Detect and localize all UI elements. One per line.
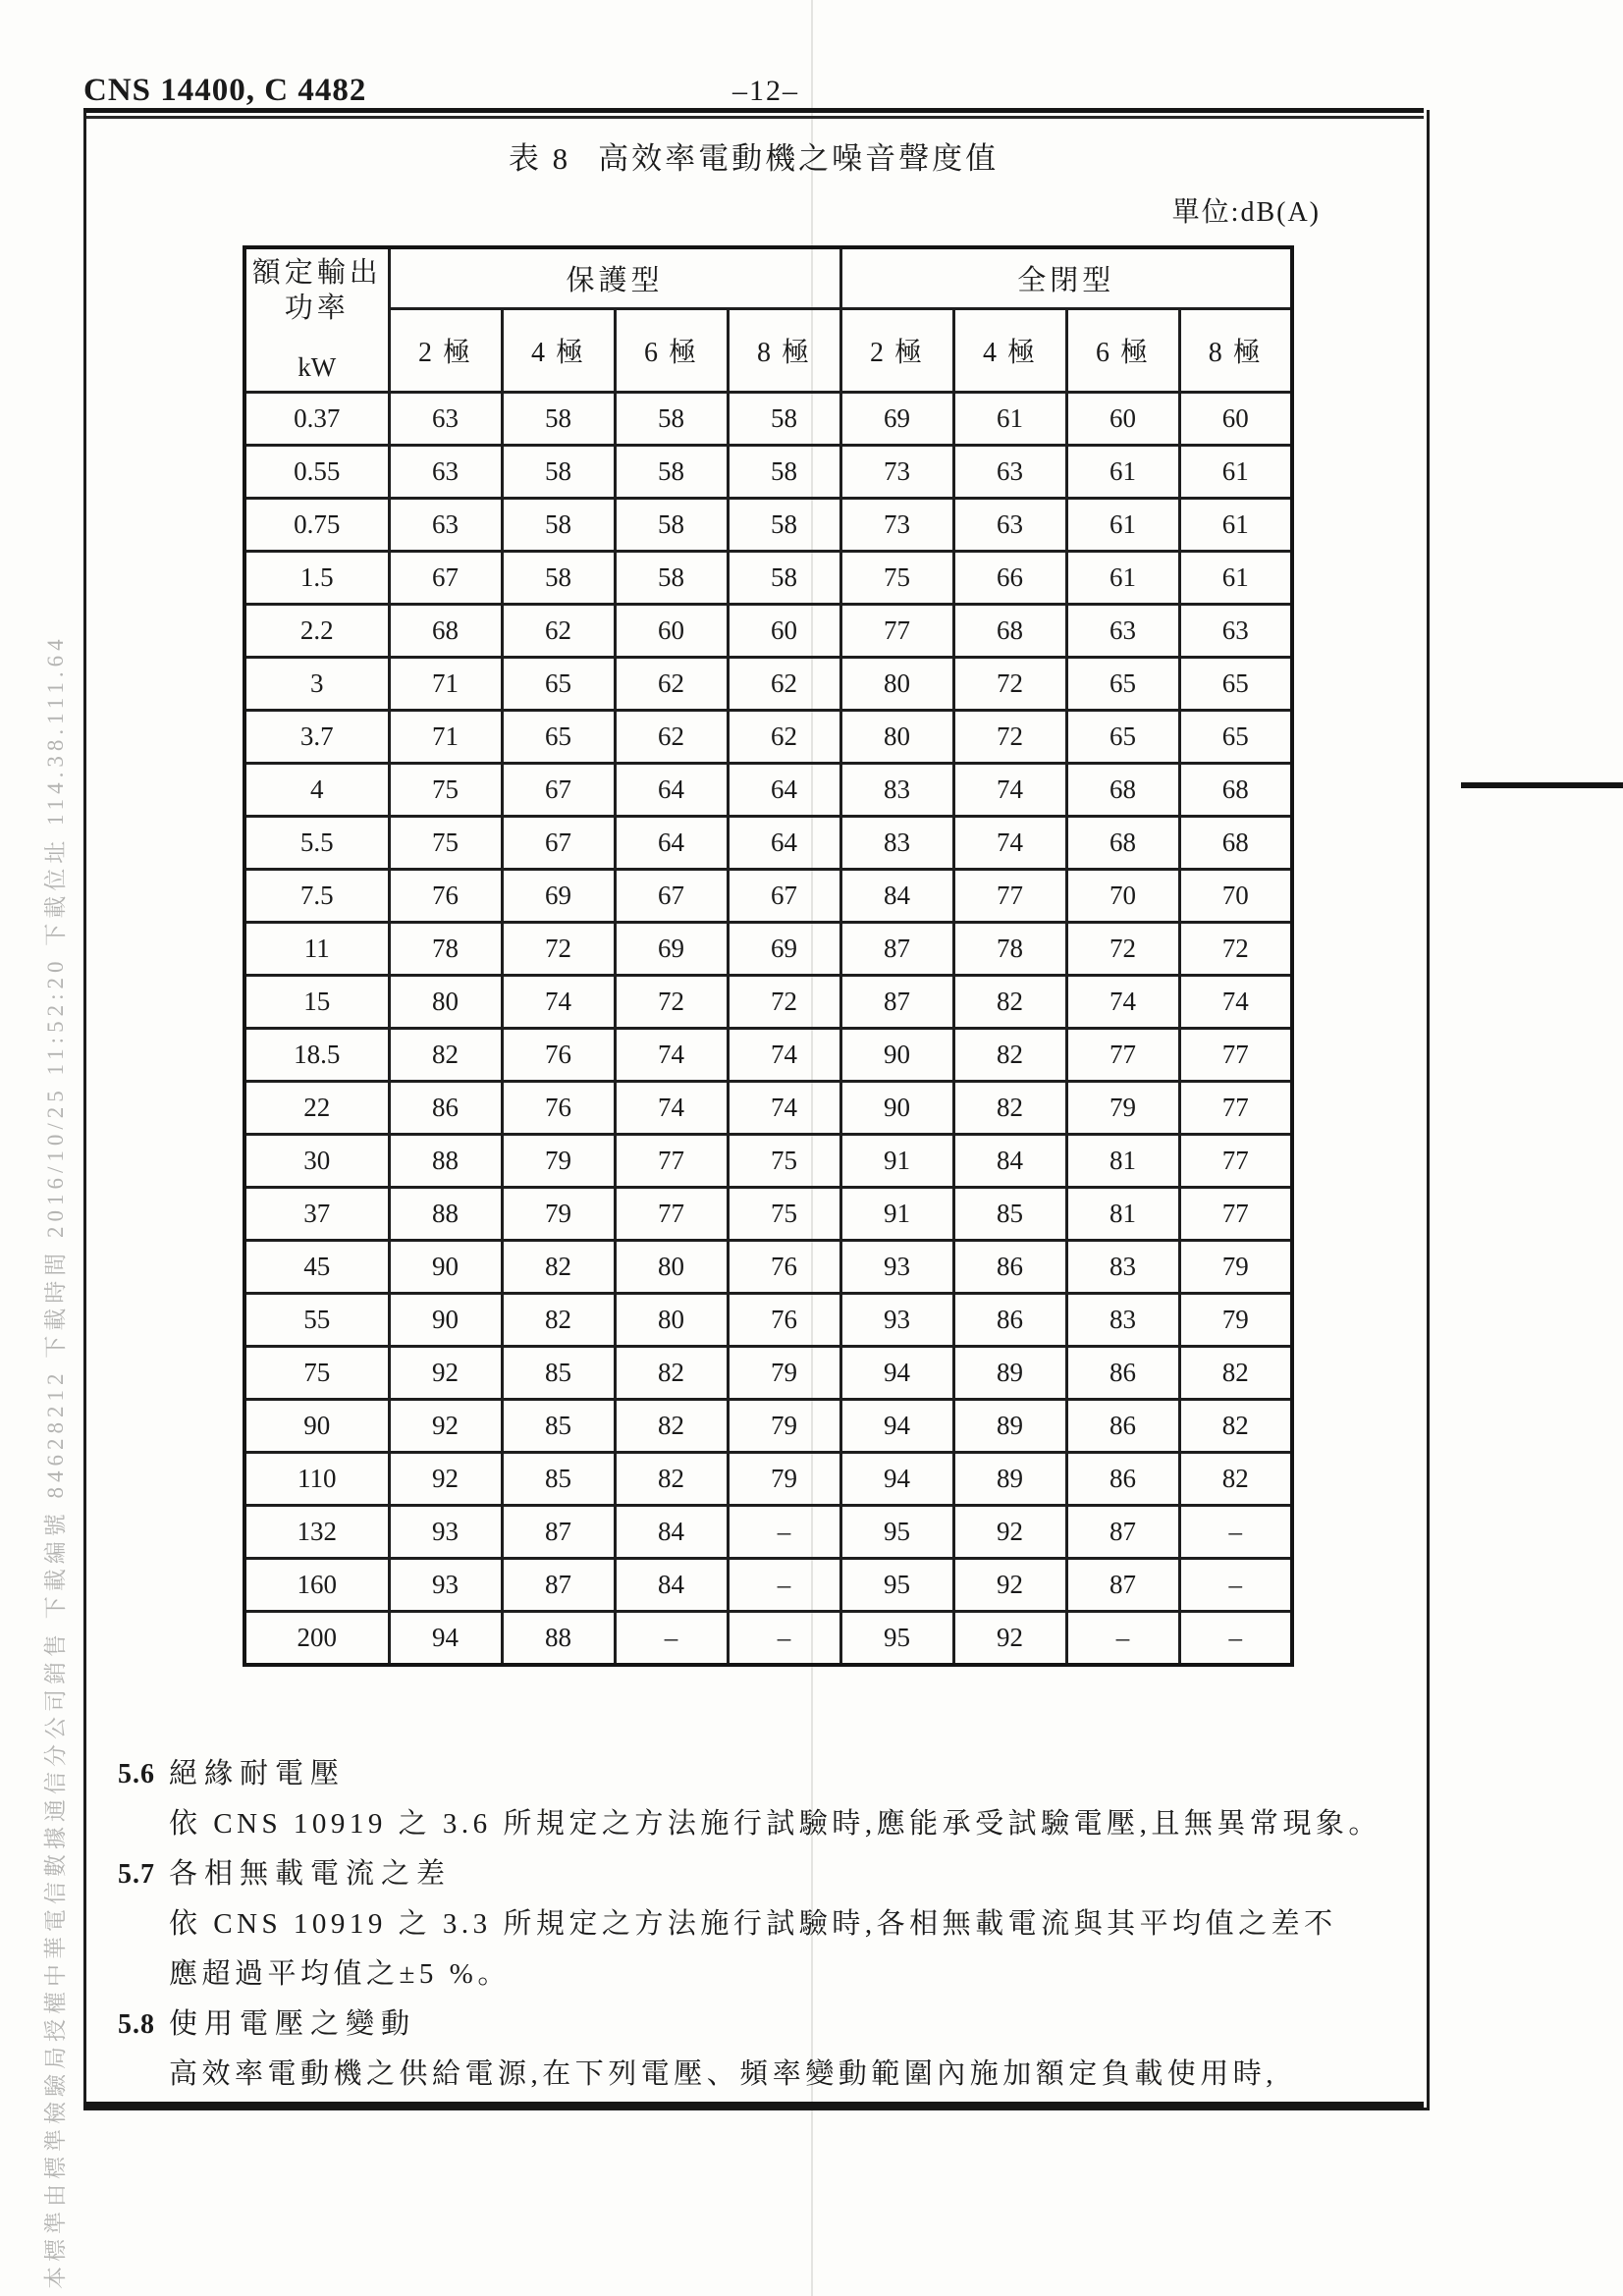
section-body-text: 依 CNS 10919 之 3.3 所規定之方法施行試驗時,各相無載電流與其平均值之差不 <box>169 1908 1337 1940</box>
noise-value-cell: – <box>728 1506 840 1559</box>
noise-value-cell: 61 <box>1179 499 1292 552</box>
section-heading-5-8 <box>118 2002 1335 2040</box>
noise-value-cell: 91 <box>840 1135 953 1188</box>
table-pole-header-row <box>244 309 1292 393</box>
noise-value-cell: 72 <box>953 711 1066 764</box>
table-row <box>244 1188 1292 1241</box>
noise-value-cell: 58 <box>615 393 728 446</box>
noise-value-cell: 79 <box>1179 1294 1292 1347</box>
noise-value-cell: 85 <box>953 1188 1066 1241</box>
noise-value-cell: 60 <box>1066 393 1179 446</box>
noise-value-cell: 82 <box>953 1082 1066 1135</box>
section-body-text: 應超過平均值之±5 %。 <box>169 1958 511 1990</box>
noise-value-cell: 75 <box>728 1188 840 1241</box>
page-number: –12– <box>732 75 799 107</box>
frame-bottom-rule <box>83 2102 1424 2109</box>
table-row <box>244 1029 1292 1082</box>
noise-value-cell: 58 <box>502 499 615 552</box>
noise-value-cell: 77 <box>953 870 1066 923</box>
noise-value-cell: 87 <box>840 923 953 976</box>
section-title: 使用電壓之變動 <box>169 2008 417 2040</box>
kw-cell: 45 <box>244 1241 389 1294</box>
noise-value-cell: 63 <box>1066 605 1179 658</box>
noise-value-cell: 86 <box>1066 1400 1179 1453</box>
noise-value-cell: 86 <box>953 1241 1066 1294</box>
noise-value-cell: 58 <box>728 393 840 446</box>
noise-value-cell: 87 <box>1066 1506 1179 1559</box>
noise-value-cell: 58 <box>502 393 615 446</box>
noise-value-cell: 68 <box>1179 764 1292 817</box>
noise-value-cell: 74 <box>502 976 615 1029</box>
noise-value-cell: 74 <box>728 1082 840 1135</box>
table-row <box>244 1347 1292 1400</box>
section-body-text: 高效率電動機之供給電源,在下列電壓、頻率變動範圍內施加額定負載使用時, <box>169 2058 1278 2090</box>
kw-cell: 55 <box>244 1294 389 1347</box>
noise-value-cell: 92 <box>953 1506 1066 1559</box>
noise-value-cell: 70 <box>1066 870 1179 923</box>
section-heading-5-7 <box>118 1851 1335 1890</box>
table-row <box>244 1612 1292 1666</box>
table-caption-number: 表 8 <box>508 141 571 176</box>
table-row <box>244 393 1292 446</box>
noise-value-cell: 92 <box>953 1559 1066 1612</box>
table-row <box>244 870 1292 923</box>
pole-header: 6 極 <box>1066 309 1179 393</box>
noise-value-cell: 88 <box>389 1188 502 1241</box>
kw-cell: 75 <box>244 1347 389 1400</box>
noise-value-cell: 89 <box>953 1347 1066 1400</box>
noise-value-cell: 81 <box>1066 1188 1179 1241</box>
section-number: 5.8 <box>118 2009 155 2040</box>
noise-value-cell: 75 <box>840 552 953 605</box>
noise-value-cell: 72 <box>728 976 840 1029</box>
noise-value-cell: 84 <box>953 1135 1066 1188</box>
noise-value-cell: 93 <box>840 1294 953 1347</box>
noise-value-cell: 79 <box>728 1400 840 1453</box>
table-row <box>244 446 1292 499</box>
noise-value-cell: 64 <box>728 764 840 817</box>
noise-value-cell: 61 <box>1179 446 1292 499</box>
noise-value-cell: 83 <box>840 764 953 817</box>
table-caption <box>83 133 1424 178</box>
noise-value-cell: 67 <box>502 764 615 817</box>
noise-value-cell: 77 <box>1179 1188 1292 1241</box>
kw-cell: 11 <box>244 923 389 976</box>
noise-value-cell: 86 <box>1066 1453 1179 1506</box>
noise-value-cell: 87 <box>1066 1559 1179 1612</box>
noise-value-cell: 76 <box>728 1241 840 1294</box>
noise-value-cell: 68 <box>953 605 1066 658</box>
section-number: 5.6 <box>118 1759 155 1789</box>
noise-value-cell: 81 <box>1066 1135 1179 1188</box>
noise-value-cell: 76 <box>389 870 502 923</box>
noise-value-cell: 79 <box>728 1347 840 1400</box>
noise-value-cell: 87 <box>502 1506 615 1559</box>
noise-value-cell: 69 <box>840 393 953 446</box>
noise-value-cell: 74 <box>615 1029 728 1082</box>
noise-value-cell: 90 <box>389 1294 502 1347</box>
noise-value-cell: 58 <box>502 552 615 605</box>
kw-cell: 30 <box>244 1135 389 1188</box>
noise-value-cell: 72 <box>1066 923 1179 976</box>
noise-value-cell: 65 <box>502 711 615 764</box>
table-group-header-row <box>244 247 1292 309</box>
noise-value-cell: 74 <box>615 1082 728 1135</box>
noise-value-cell: 65 <box>1179 711 1292 764</box>
table-caption-title: 高效率電動機之噪音聲度值 <box>598 141 1000 176</box>
noise-value-cell: 77 <box>1179 1135 1292 1188</box>
noise-value-cell: 62 <box>615 658 728 711</box>
noise-value-cell: 72 <box>953 658 1066 711</box>
rated-output-header-cell <box>244 247 389 393</box>
noise-value-cell: 82 <box>502 1241 615 1294</box>
kw-cell: 132 <box>244 1506 389 1559</box>
noise-value-cell: 63 <box>389 446 502 499</box>
noise-value-cell: 69 <box>502 870 615 923</box>
noise-value-cell: 74 <box>953 764 1066 817</box>
noise-value-cell: 71 <box>389 711 502 764</box>
right-edge-scan-mark <box>1461 782 1623 788</box>
noise-value-cell: 72 <box>1179 923 1292 976</box>
noise-value-cell: 62 <box>502 605 615 658</box>
noise-value-cell: – <box>1179 1559 1292 1612</box>
noise-value-cell: – <box>1179 1506 1292 1559</box>
noise-value-cell: 74 <box>953 817 1066 870</box>
kw-cell: 0.37 <box>244 393 389 446</box>
noise-value-cell: 84 <box>840 870 953 923</box>
noise-value-cell: 93 <box>389 1559 502 1612</box>
noise-value-cell: 86 <box>1066 1347 1179 1400</box>
noise-value-cell: 82 <box>1179 1453 1292 1506</box>
table-body <box>244 393 1292 1666</box>
noise-value-cell: 68 <box>1066 817 1179 870</box>
noise-value-cell: 82 <box>615 1347 728 1400</box>
noise-value-cell: 74 <box>1179 976 1292 1029</box>
noise-value-cell: 77 <box>1179 1082 1292 1135</box>
noise-value-cell: 92 <box>389 1400 502 1453</box>
noise-value-cell: 82 <box>502 1294 615 1347</box>
noise-value-cell: 58 <box>615 499 728 552</box>
pole-header: 4 極 <box>953 309 1066 393</box>
noise-value-cell: 77 <box>615 1135 728 1188</box>
noise-value-cell: 91 <box>840 1188 953 1241</box>
noise-value-cell: 85 <box>502 1400 615 1453</box>
table-row <box>244 1082 1292 1135</box>
noise-value-cell: 86 <box>953 1294 1066 1347</box>
noise-value-cell: 68 <box>1066 764 1179 817</box>
table-row <box>244 1506 1292 1559</box>
noise-value-cell: 83 <box>1066 1294 1179 1347</box>
noise-value-cell: 62 <box>615 711 728 764</box>
noise-value-cell: 92 <box>389 1347 502 1400</box>
noise-value-cell: 76 <box>502 1082 615 1135</box>
noise-value-cell: – <box>728 1612 840 1666</box>
noise-value-cell: 82 <box>615 1453 728 1506</box>
noise-value-cell: 82 <box>1179 1347 1292 1400</box>
noise-value-cell: 79 <box>502 1135 615 1188</box>
group-header-protected: 保護型 <box>389 247 840 309</box>
section-title: 絕緣耐電壓 <box>169 1758 347 1789</box>
noise-value-cell: 63 <box>953 446 1066 499</box>
section-number: 5.7 <box>118 1859 155 1890</box>
noise-value-cell: 87 <box>502 1559 615 1612</box>
kw-cell: 15 <box>244 976 389 1029</box>
noise-value-cell: 83 <box>1066 1241 1179 1294</box>
noise-value-cell: 68 <box>1179 817 1292 870</box>
table-row <box>244 499 1292 552</box>
left-watermark-text: 本標準由標準檢驗局授權中華電信數據通信分公司銷售 下載編號 84628212 下載時間 2016/10/25 11:52:20 下載位址 114.38.111.64 <box>43 634 68 2289</box>
kw-cell: 3 <box>244 658 389 711</box>
noise-value-cell: 72 <box>502 923 615 976</box>
noise-value-cell: 65 <box>502 658 615 711</box>
noise-value-cell: 61 <box>953 393 1066 446</box>
noise-value-cell: 68 <box>389 605 502 658</box>
rated-output-unit: kW <box>298 352 337 383</box>
table-row <box>244 923 1292 976</box>
noise-value-cell: 69 <box>615 923 728 976</box>
noise-value-cell: 74 <box>1066 976 1179 1029</box>
unit-label: 單位:dB(A) <box>1171 197 1321 228</box>
pole-header: 8 極 <box>728 309 840 393</box>
noise-value-cell: 60 <box>728 605 840 658</box>
clauses <box>118 1751 1381 2102</box>
noise-value-cell: 75 <box>389 817 502 870</box>
kw-cell: 37 <box>244 1188 389 1241</box>
noise-level-table <box>243 245 1294 1667</box>
table-row <box>244 976 1292 1029</box>
noise-value-cell: 77 <box>615 1188 728 1241</box>
section-body-text: 依 CNS 10919 之 3.6 所規定之方法施行試驗時,應能承受試驗電壓,且無異常現象。 <box>169 1808 1381 1840</box>
noise-value-cell: 76 <box>728 1294 840 1347</box>
pole-header: 8 極 <box>1179 309 1292 393</box>
table-row <box>244 605 1292 658</box>
noise-value-cell: 94 <box>389 1612 502 1666</box>
noise-value-cell: 80 <box>389 976 502 1029</box>
document-code: CNS 14400, C 4482 <box>83 73 367 108</box>
noise-value-cell: 67 <box>615 870 728 923</box>
noise-value-cell: 67 <box>389 552 502 605</box>
noise-value-cell: 67 <box>502 817 615 870</box>
noise-value-cell: 83 <box>840 817 953 870</box>
noise-value-cell: 60 <box>615 605 728 658</box>
noise-value-cell: 84 <box>615 1506 728 1559</box>
noise-value-cell: 79 <box>1066 1082 1179 1135</box>
noise-value-cell: 61 <box>1179 552 1292 605</box>
noise-value-cell: – <box>615 1612 728 1666</box>
noise-value-cell: 90 <box>840 1029 953 1082</box>
noise-value-cell: 61 <box>1066 552 1179 605</box>
noise-value-cell: 95 <box>840 1506 953 1559</box>
table-row <box>244 1453 1292 1506</box>
noise-value-cell: 58 <box>615 446 728 499</box>
noise-value-cell: 92 <box>953 1612 1066 1666</box>
noise-value-cell: 71 <box>389 658 502 711</box>
kw-cell: 2.2 <box>244 605 389 658</box>
table-row <box>244 1559 1292 1612</box>
noise-value-cell: 88 <box>389 1135 502 1188</box>
noise-value-cell: 63 <box>389 499 502 552</box>
noise-value-cell: 65 <box>1066 711 1179 764</box>
noise-value-cell: 65 <box>1066 658 1179 711</box>
noise-value-cell: 67 <box>728 870 840 923</box>
noise-value-cell: 78 <box>953 923 1066 976</box>
noise-value-cell: 82 <box>1179 1400 1292 1453</box>
noise-value-cell: 69 <box>728 923 840 976</box>
noise-value-cell: 60 <box>1179 393 1292 446</box>
noise-value-cell: 88 <box>502 1612 615 1666</box>
noise-value-cell: 66 <box>953 552 1066 605</box>
noise-value-cell: 80 <box>840 711 953 764</box>
pole-header: 4 極 <box>502 309 615 393</box>
noise-value-cell: 82 <box>615 1400 728 1453</box>
noise-value-cell: 84 <box>615 1559 728 1612</box>
section-heading-5-6 <box>118 1751 1335 1787</box>
noise-value-cell: 58 <box>502 446 615 499</box>
kw-cell: 18.5 <box>244 1029 389 1082</box>
noise-value-cell: 75 <box>728 1135 840 1188</box>
noise-value-cell: 77 <box>840 605 953 658</box>
kw-cell: 5.5 <box>244 817 389 870</box>
noise-value-cell: 82 <box>953 976 1066 1029</box>
noise-value-cell: 70 <box>1179 870 1292 923</box>
noise-value-cell: 64 <box>615 817 728 870</box>
noise-value-cell: 79 <box>728 1453 840 1506</box>
noise-value-cell: 61 <box>1066 499 1179 552</box>
kw-cell: 110 <box>244 1453 389 1506</box>
noise-value-cell: 61 <box>1066 446 1179 499</box>
noise-value-cell: 79 <box>502 1188 615 1241</box>
noise-value-cell: 77 <box>1066 1029 1179 1082</box>
noise-value-cell: 73 <box>840 446 953 499</box>
table-row <box>244 817 1292 870</box>
noise-value-cell: – <box>728 1559 840 1612</box>
noise-value-cell: 64 <box>615 764 728 817</box>
noise-value-cell: 82 <box>389 1029 502 1082</box>
noise-value-cell: 90 <box>840 1082 953 1135</box>
kw-cell: 7.5 <box>244 870 389 923</box>
noise-value-cell: 74 <box>728 1029 840 1082</box>
kw-cell: 90 <box>244 1400 389 1453</box>
noise-value-cell: 95 <box>840 1559 953 1612</box>
noise-value-cell: 89 <box>953 1453 1066 1506</box>
noise-value-cell: 76 <box>502 1029 615 1082</box>
section-title: 各相無載電流之差 <box>169 1858 453 1890</box>
noise-value-cell: 58 <box>728 499 840 552</box>
noise-value-cell: 62 <box>728 658 840 711</box>
noise-value-cell: 65 <box>1179 658 1292 711</box>
noise-value-cell: 89 <box>953 1400 1066 1453</box>
noise-value-cell: 95 <box>840 1612 953 1666</box>
noise-value-cell: 63 <box>1179 605 1292 658</box>
noise-value-cell: 85 <box>502 1453 615 1506</box>
rated-output-line2: 功率 <box>284 293 350 325</box>
pole-header: 2 極 <box>840 309 953 393</box>
noise-value-cell: – <box>1066 1612 1179 1666</box>
kw-cell: 0.55 <box>244 446 389 499</box>
noise-value-cell: 87 <box>840 976 953 1029</box>
noise-value-cell: 90 <box>389 1241 502 1294</box>
noise-value-cell: 72 <box>615 976 728 1029</box>
noise-value-cell: 73 <box>840 499 953 552</box>
noise-value-cell: 78 <box>389 923 502 976</box>
noise-value-cell: 58 <box>615 552 728 605</box>
noise-value-cell: – <box>1179 1612 1292 1666</box>
kw-cell: 1.5 <box>244 552 389 605</box>
kw-cell: 4 <box>244 764 389 817</box>
table-row <box>244 1135 1292 1188</box>
kw-cell: 160 <box>244 1559 389 1612</box>
group-header-enclosed: 全閉型 <box>840 247 1292 309</box>
noise-value-cell: 62 <box>728 711 840 764</box>
pole-header: 6 極 <box>615 309 728 393</box>
kw-cell: 3.7 <box>244 711 389 764</box>
table-row <box>244 764 1292 817</box>
noise-value-cell: 93 <box>840 1241 953 1294</box>
noise-value-cell: 94 <box>840 1400 953 1453</box>
table-row <box>244 1400 1292 1453</box>
table-row <box>244 711 1292 764</box>
noise-value-cell: 58 <box>728 552 840 605</box>
kw-cell: 0.75 <box>244 499 389 552</box>
noise-value-cell: 63 <box>953 499 1066 552</box>
table-row <box>244 1241 1292 1294</box>
noise-value-cell: 77 <box>1179 1029 1292 1082</box>
kw-cell: 22 <box>244 1082 389 1135</box>
noise-value-cell: 94 <box>840 1453 953 1506</box>
noise-value-cell: 64 <box>728 817 840 870</box>
noise-value-cell: 94 <box>840 1347 953 1400</box>
table-row <box>244 658 1292 711</box>
noise-value-cell: 80 <box>615 1294 728 1347</box>
noise-value-cell: 63 <box>389 393 502 446</box>
table-row <box>244 1294 1292 1347</box>
rated-output-line1: 額定輸出 <box>251 256 382 289</box>
noise-value-cell: 92 <box>389 1453 502 1506</box>
noise-value-cell: 75 <box>389 764 502 817</box>
noise-value-cell: 93 <box>389 1506 502 1559</box>
noise-value-cell: 58 <box>728 446 840 499</box>
noise-value-cell: 86 <box>389 1082 502 1135</box>
table-row <box>244 552 1292 605</box>
noise-value-cell: 80 <box>840 658 953 711</box>
pole-header: 2 極 <box>389 309 502 393</box>
noise-value-cell: 80 <box>615 1241 728 1294</box>
noise-value-cell: 82 <box>953 1029 1066 1082</box>
noise-value-cell: 79 <box>1179 1241 1292 1294</box>
kw-cell: 200 <box>244 1612 389 1666</box>
noise-value-cell: 85 <box>502 1347 615 1400</box>
